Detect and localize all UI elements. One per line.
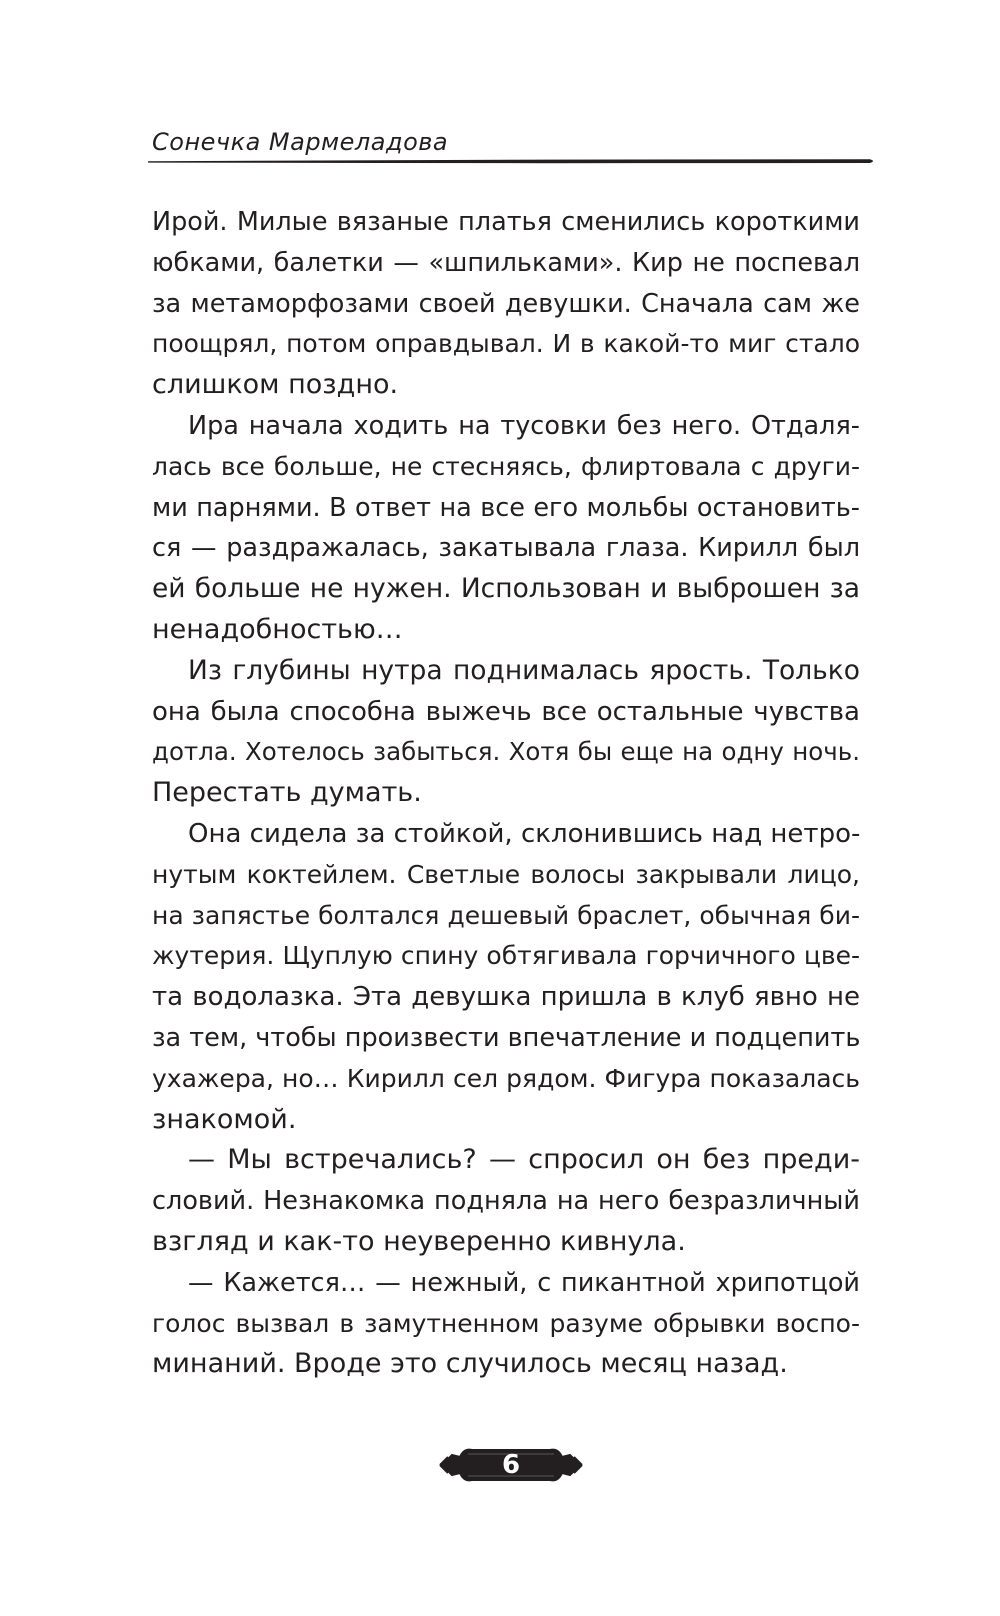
text-line: голос вызвал в замутненном разуме обрывки воспо- [152,1308,860,1338]
text-line: — Мы встречались? — спросил он без преди- [188,1144,860,1176]
text-line: ухажера, но… Кирилл сел рядом. Фигура показалась [152,1063,860,1093]
text-line: Ира начала ходить на тусовки без него. Отдаля- [188,410,860,441]
text-line: знакомой. [152,1103,297,1135]
text-line: — Кажется… — нежный, с пикантной хрипотцой [188,1267,860,1298]
text-line: поощрял, потом оправдывал. И в какой-то миг стало [152,329,860,359]
text-line: жутерия. Щуплую спину обтягивала горчичного цве- [152,941,860,971]
running-header: Сонечка Мармеладова [152,128,449,156]
text-line: словий. Незнакомка подняла на него безразличный [152,1186,860,1217]
header-rule [148,158,876,166]
text-line: дотла. Хотелось забыться. Хотя бы еще на одну ночь. [152,737,860,767]
text-line: взгляд и как-то неуверенно кивнула. [152,1225,686,1257]
page-number: 6 [501,1450,521,1480]
text-line: слишком поздно. [152,369,399,401]
text-line: ей больше не нужен. Использован и выброшен за [152,573,860,605]
text-line: она была способна выжечь все остальные чувства [152,696,860,727]
text-line: та водолазка. Эта девушка пришла в клуб явно не [152,982,860,1013]
text-line: Перестать думать. [152,777,422,809]
text-line: лась все больше, не стесняясь, флиртовала с други- [152,451,860,481]
text-line: ненадобностью… [152,613,403,645]
text-line: минаний. Вроде это случилось месяц назад. [152,1348,788,1380]
page-number-badge [438,1444,584,1486]
text-line: юбками, балетки — «шпильками». Кир не поспевал [152,247,860,278]
text-line: нутым коктейлем. Светлые волосы закрывали лицо, [152,859,860,889]
text-line: за метаморфозами своей девушки. Сначала сам же [152,288,860,319]
text-line: Ирой. Милые вязаные платья сменились короткими [152,207,860,237]
text-line: ся — раздражалась, закатывала глаза. Кирилл был [152,533,860,564]
text-line: на запястье болтался дешевый браслет, обычная би- [152,900,860,930]
text-line: Она сидела за стойкой, склонившись над нетро- [188,818,861,849]
text-line: ми парнями. В ответ на все его мольбы остановить- [152,492,860,523]
text-line: Из глубины нутра поднималась ярость. Только [188,654,860,686]
text-line: за тем, чтобы произвести впечатление и подцепить [152,1022,861,1053]
body-text [152,202,860,1385]
